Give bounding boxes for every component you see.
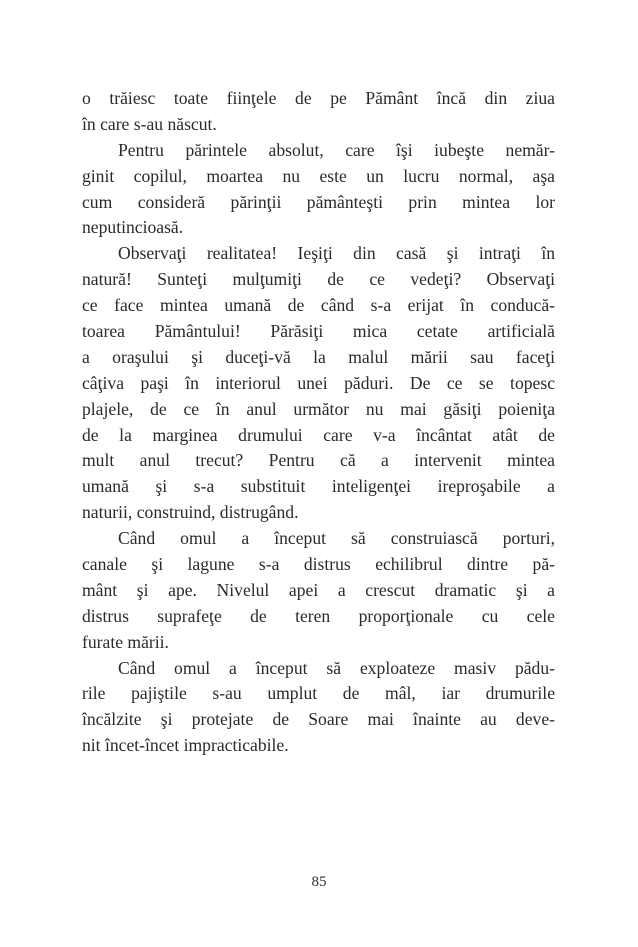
page-number: 85 <box>311 874 327 890</box>
text-line: Când omul a început să exploateze masiv pădu- <box>118 657 555 678</box>
text-line: mânt şi ape. Nivelul apei a crescut dramatic şi a <box>82 579 555 600</box>
text-line: de la marginea drumului care v-a încântat atât de <box>82 424 555 445</box>
text-line: neputincioasă. <box>82 217 184 238</box>
text-line: furate mării. <box>82 631 169 652</box>
text-line: cum consideră părinţii pământeşti prin mintea lor <box>82 191 555 212</box>
text-line: toarea Pământului! Părăsiţi mica cetate artificială <box>82 321 555 342</box>
text-line: natură! Sunteţi mulţumiţi de ce vedeţi? Observaţi <box>82 269 555 290</box>
text-line: Observaţi realitatea! Ieşiţi din casă şi intraţi în <box>118 243 555 264</box>
text-line: ginit copilul, moartea nu este un lucru normal, aşa <box>82 165 555 186</box>
text-line: nit încet-încet impracticabile. <box>82 735 289 756</box>
text-line: ce face mintea umană de când s-a erijat în conducă- <box>82 295 555 316</box>
text-line: distrus suprafeţe de teren proporţionale cu cele <box>82 605 555 626</box>
text-line: în care s-au născut. <box>82 113 217 134</box>
text-line: Când omul a început să construiască porturi, <box>118 528 555 549</box>
text-line: o trăiesc toate fiinţele de pe Pământ încă din ziua <box>82 88 555 108</box>
text-line: a oraşului şi duceţi-vă la malul mării sau faceţi <box>82 346 555 367</box>
text-line: rile pajiştile s-au umplut de mâl, iar drumurile <box>82 683 555 704</box>
text-line: plajele, de ce în anul următor nu mai găsiţi poieniţa <box>82 398 555 419</box>
text-line: umană şi s-a substituit inteligenţei ireproşabile a <box>82 476 555 497</box>
text-line: canale şi lagune s-a distrus echilibrul dintre pă- <box>82 554 555 575</box>
text-line: Pentru părintele absolut, care îşi iubeşte nemăr- <box>118 139 555 160</box>
text-line: încălzite şi protejate de Soare mai înainte au deve- <box>82 709 555 730</box>
text-line: naturii, construind, distrugând. <box>82 502 299 523</box>
text-line: mult anul trecut? Pentru că a intervenit mintea <box>82 450 555 471</box>
text-line: câţiva paşi în interiorul unei păduri. De ce se topesc <box>82 372 555 393</box>
body-text <box>82 86 555 759</box>
